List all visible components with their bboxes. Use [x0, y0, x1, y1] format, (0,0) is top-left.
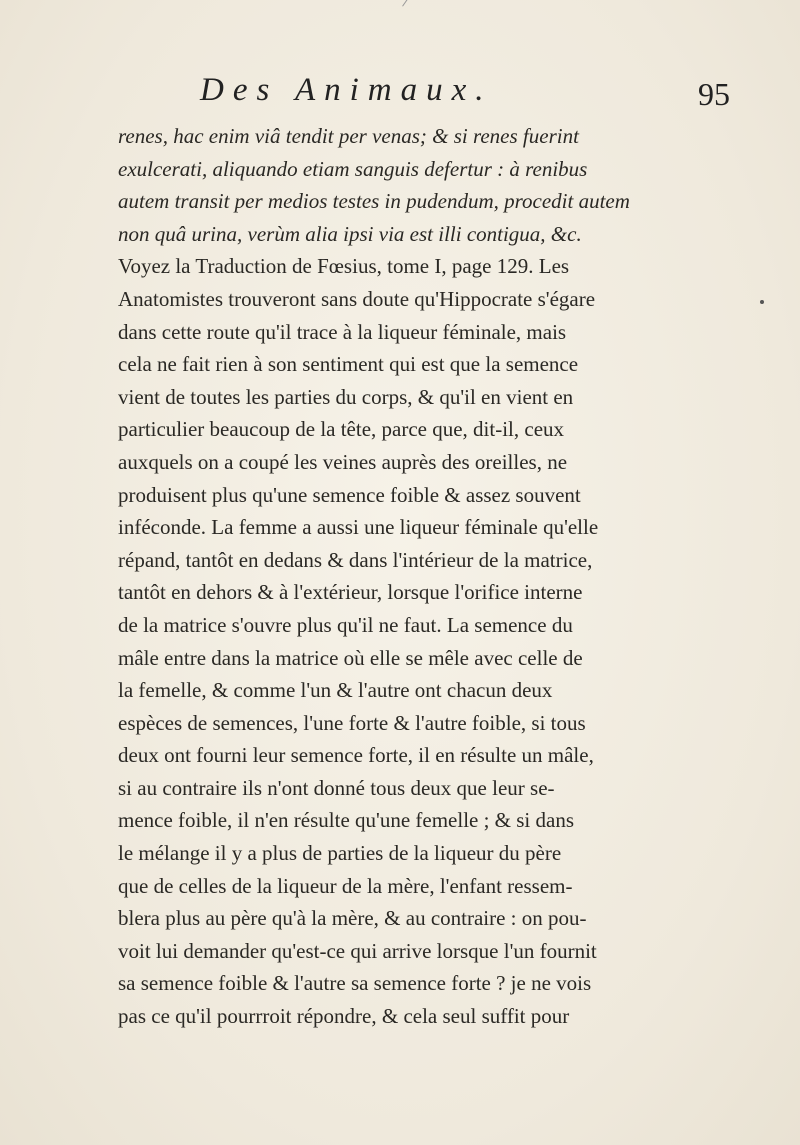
text-line: autem transit per medios testes in pudendum, procedit autem	[118, 189, 630, 214]
text-line: inféconde. La femme a aussi une liqueur féminale qu'elle	[118, 515, 599, 540]
text-line: pas ce qu'il pourrroit répondre, & cela seul suffit pour	[118, 1004, 570, 1029]
page-header	[0, 72, 800, 112]
text-line: voit lui demander qu'est-ce qui arrive lorsque l'un fournit	[118, 938, 597, 963]
text-line: Anatomistes trouveront sans doute qu'Hippocrate s'égare	[118, 286, 596, 311]
text-line: particulier beaucoup de la tête, parce que, dit-il, ceux	[118, 417, 565, 442]
text-line: blera plus au père qu'à la mère, & au contraire : on pou-	[118, 906, 587, 931]
text-line: de la matrice s'ouvre plus qu'il ne faut. La semence du	[118, 612, 573, 637]
text-line: que de celles de la liqueur de la mère, l'enfant ressem-	[118, 873, 573, 898]
text-line: cela ne fait rien à son sentiment qui est que la semence	[118, 352, 579, 377]
text-line: auxquels on a coupé les veines auprès des oreilles, ne	[118, 449, 568, 474]
text-line: produisent plus qu'une semence foible & assez souvent	[118, 482, 581, 507]
text-line: répand, tantôt en dedans & dans l'intérieur de la matrice,	[118, 547, 593, 572]
text-line: espèces de semences, l'une forte & l'autre foible, si tous	[118, 710, 586, 735]
body-text	[118, 120, 790, 1033]
text-line: le mélange il y a plus de parties de la liqueur du père	[118, 841, 562, 866]
running-title: Des Animaux.	[200, 72, 493, 108]
text-line: vient de toutes les parties du corps, & qu'il en vient en	[118, 384, 574, 409]
ink-speck	[760, 300, 764, 304]
text-line: mence foible, il n'en résulte qu'une femelle ; & si dans	[118, 808, 575, 833]
ink-mark	[402, 0, 417, 12]
text-line: sa semence foible & l'autre sa semence forte ? je ne vois	[118, 971, 592, 996]
text-line: renes, hac enim viâ tendit per venas; & si renes fuerint	[118, 124, 579, 148]
text-line: tantôt en dehors & à l'extérieur, lorsque l'orifice interne	[118, 580, 583, 605]
text-line: Voyez la Traduction de Fœsius, tome I, page 129. Les	[118, 254, 570, 279]
text-line: la femelle, & comme l'un & l'autre ont chacun deux	[118, 678, 553, 703]
text-line: exulcerati, aliquando etiam sanguis defertur : à renibus	[118, 156, 588, 181]
text-line: non quâ urina, verùm alia ipsi via est illi contigua, &c.	[118, 221, 582, 246]
text-line: mâle entre dans la matrice où elle se mêle avec celle de	[118, 645, 583, 670]
text-line: si au contraire ils n'ont donné tous deux que leur se-	[118, 775, 555, 800]
text-line: deux ont fourni leur semence forte, il en résulte un mâle,	[118, 743, 594, 768]
text-line: dans cette route qu'il trace à la liqueur féminale, mais	[118, 319, 567, 344]
page-number: 95	[698, 76, 730, 112]
